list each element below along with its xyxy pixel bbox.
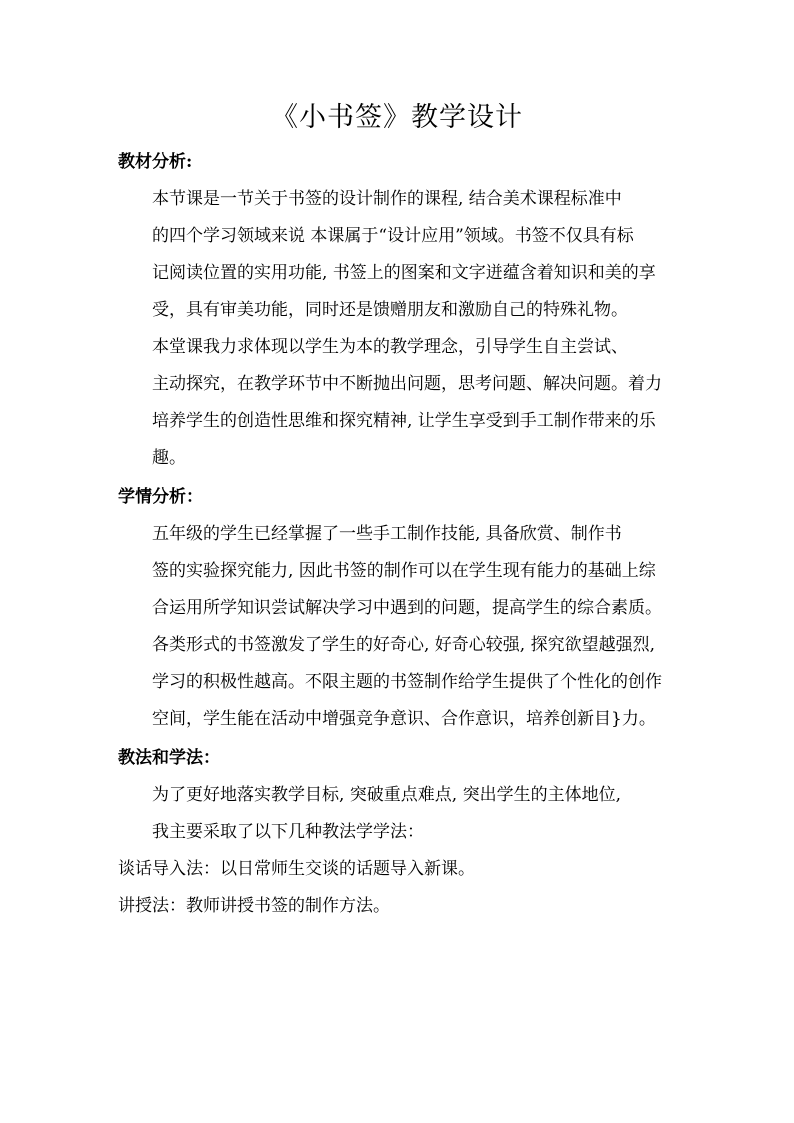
text-line: 我主要采取了以下几种教法学学法：: [152, 822, 424, 842]
text-line: 受，具有审美功能，同时还是馈赠朋友和激励自己的特殊礼物。: [152, 300, 628, 320]
text-line: 五年级的学生已经掌握了一些手工制作技能, 具备欣赏、制作书: [152, 524, 622, 544]
text-line: 培养学生的创造性思维和探究精神, 让学生享受到手工制作带来的乐: [152, 411, 656, 431]
text-line: 合运用所学知识尝试解决学习中遇到的问题，提高学生的综合素质。: [152, 598, 662, 618]
text-line: 主动探究，在教学环节中不断抛出问题，思考问题、解决问题。着力: [152, 374, 662, 394]
section-heading-textbook-analysis: 教材分析:: [118, 152, 193, 172]
text-line: 本节课是一节关于书签的设计制作的课程, 结合美术课程标准中: [152, 189, 622, 209]
text-line: 为了更好地落实教学目标, 突破重点难点, 突出学生的主体地位,: [152, 785, 622, 805]
paragraph: [118, 181, 678, 329]
paragraph: [118, 516, 678, 738]
document-title: 《小书签》教学设计: [271, 102, 523, 133]
text-line: 趣。: [152, 448, 186, 468]
text-line: 空间，学生能在活动中增强竞争意识、合作意识，培养创新目}力。: [152, 709, 656, 729]
text-line: 签的实验探究能力, 因此书签的制作可以在学生现有能力的基础上综: [152, 561, 656, 581]
text-line: 的四个学习领域来说 本课属于“设计应用”领域。书签不仅具有标: [152, 226, 634, 246]
text-line: 学习的积极性越高。不限主题的书签制作给学生提供了个性化的创作: [152, 672, 662, 692]
text-line: 记阅读位置的实用功能, 书签上的图案和文字迸蕴含着知识和美的享: [152, 263, 656, 283]
text-line: 本堂课我力求体现以学生为本的教学理念，引导学生自主尝试、: [152, 337, 628, 357]
method-item-conversation: 谈话导入法：以日常师生交谈的话题导入新课。: [118, 859, 475, 879]
paragraph: [118, 777, 678, 851]
paragraph: [118, 329, 678, 477]
document-body: [118, 142, 678, 925]
section-heading-student-analysis: 学情分析：: [118, 487, 203, 507]
method-item-lecture: 讲授法：教师讲授书签的制作方法。: [118, 896, 390, 916]
text-line: 各类形式的书签激发了学生的好奇心, 好奇心较强, 探究欲望越强烈,: [152, 635, 656, 655]
section-heading-teaching-methods: 教法和学法：: [118, 748, 220, 768]
